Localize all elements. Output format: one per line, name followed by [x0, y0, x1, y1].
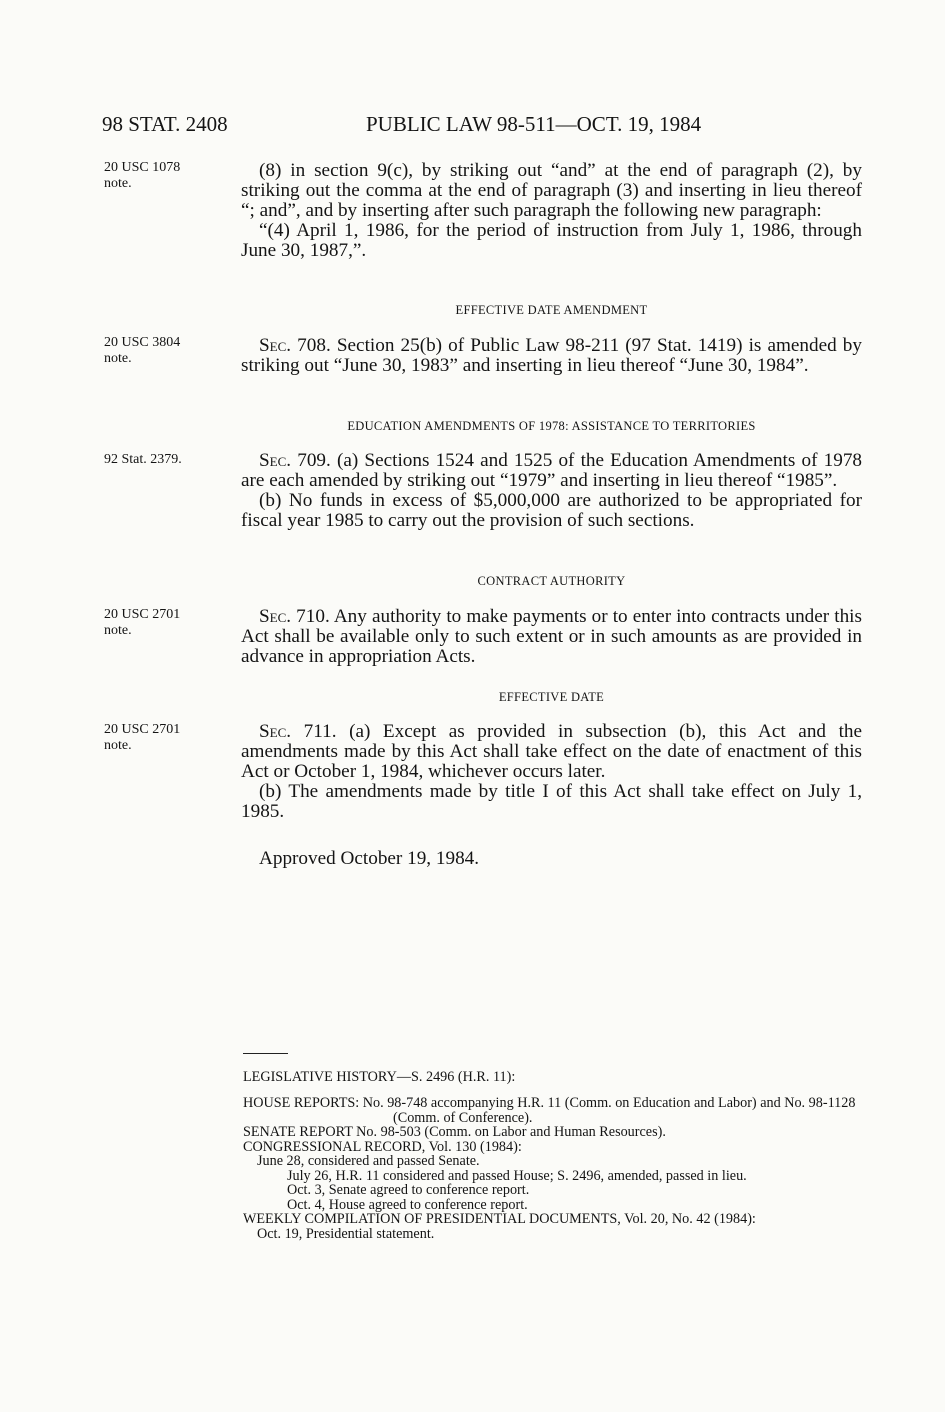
- heading-contract-authority: CONTRACT AUTHORITY: [477, 574, 626, 588]
- margin-note-2: [104, 335, 214, 367]
- margin-note-suffix: note.: [104, 738, 132, 753]
- section-711-subsection-a: (a) Except as provided in subsection (b), this Act and the amendments made by this Act shall take effect on the date of enactment of this Act or October 1, 1984, whichever occurs later.: [241, 721, 863, 782]
- margin-note-citation: 20 USC 2701: [104, 607, 181, 622]
- margin-note-citation: 20 USC 3804: [104, 335, 181, 350]
- section-709: [241, 451, 862, 531]
- page-header: [102, 112, 862, 142]
- section-708-label: Sec. 708.: [259, 335, 331, 356]
- congressional-record: CONGRESSIONAL RECORD, Vol. 130 (1984):: [243, 1138, 522, 1155]
- weekly-compilation-entry: Oct. 19, Presidential statement.: [257, 1225, 435, 1242]
- margin-note-suffix: note.: [104, 623, 132, 638]
- margin-note-4: [104, 607, 214, 639]
- margin-note-1: [104, 160, 214, 192]
- section-710-text: Any authority to make payments or to enter into contracts under this Act shall be available only to such extent or in such amounts as are provided in advance in appropriation Acts.: [241, 606, 862, 667]
- section-708-text: Section 25(b) of Public Law 98-211 (97 Stat. 1419) is amended by striking out “June 30, 1983” and inserting in lieu thereof “June 30, 1984”.: [241, 335, 862, 376]
- legislative-history: [243, 1096, 863, 1241]
- heading-education-amendments: EDUCATION AMENDMENTS OF 1978: ASSISTANCE TO TERRITORIES: [347, 419, 756, 433]
- record-entry: July 26, H.R. 11 considered and passed House; S. 2496, amended, passed in lieu.: [287, 1167, 747, 1184]
- paragraph-8-quote: “(4) April 1, 1986, for the period of instruction from July 1, 1986, through June 30, 1987,”.: [241, 220, 862, 261]
- heading-effective-date: EFFECTIVE DATE: [498, 690, 605, 704]
- margin-note-citation: 20 USC 2701: [104, 722, 181, 737]
- margin-note-suffix: note.: [104, 351, 132, 366]
- margin-note-suffix: note.: [104, 176, 132, 191]
- section-711-label: Sec. 711.: [259, 721, 337, 742]
- section-711-subsection-b: (b) The amendments made by title I of this Act shall take effect on July 1, 1985.: [241, 781, 862, 822]
- divider-rule: [243, 1053, 288, 1054]
- margin-note-citation: 92 Stat. 2379.: [104, 452, 182, 467]
- public-law-title: PUBLIC LAW 98-511—OCT. 19, 1984: [366, 112, 702, 136]
- record-entry: Oct. 3, Senate agreed to conference report.: [287, 1182, 530, 1198]
- stat-page-number: 98 STAT. 2408: [102, 112, 228, 136]
- record-entry: June 28, considered and passed Senate.: [257, 1153, 480, 1169]
- legislative-history-title: LEGISLATIVE HISTORY—S. 2496 (H.R. 11):: [243, 1069, 516, 1085]
- record-entry: Oct. 4, House agreed to conference report.: [287, 1196, 528, 1213]
- house-reports: HOUSE REPORTS: No. 98-748 accompanying H.R. 11 (Comm. on Education and Labor) and No. 98-1128 (Comm. of Conference).: [243, 1095, 856, 1126]
- senate-report: SENATE REPORT No. 98-503 (Comm. on Labor and Human Resources).: [243, 1124, 666, 1140]
- approval-date: Approved October 19, 1984.: [259, 848, 480, 869]
- section-710-label: Sec. 710.: [259, 606, 330, 627]
- section-709-subsection-a: (a) Sections 1524 and 1525 of the Education Amendments of 1978 are each amended by striking out “1979” and inserting in lieu thereof “1985”.: [241, 450, 863, 491]
- paragraph-8-text: (8) in section 9(c), by striking out “and” at the end of paragraph (2), by striking out the comma at the end of paragraph (3) and inserting in lieu thereof “; and”, and by inserting after such paragraph the following new paragraph:: [241, 160, 862, 221]
- heading-effective-date-amendment: EFFECTIVE DATE AMENDMENT: [455, 303, 648, 317]
- section-711: [241, 722, 862, 822]
- margin-note-citation: 20 USC 1078: [104, 160, 181, 175]
- section-709-subsection-b: (b) No funds in excess of $5,000,000 are authorized to be appropriated for fiscal year 1985 to carry out the provision of such sections.: [241, 490, 862, 531]
- paragraph-8: [241, 161, 862, 261]
- section-708: [241, 336, 862, 376]
- section-709-label: Sec. 709.: [259, 450, 331, 471]
- weekly-compilation: WEEKLY COMPILATION OF PRESIDENTIAL DOCUMENTS, Vol. 20, No. 42 (1984):: [243, 1211, 756, 1227]
- margin-note-3: [104, 452, 214, 468]
- section-710: [241, 607, 862, 667]
- margin-note-5: [104, 722, 214, 754]
